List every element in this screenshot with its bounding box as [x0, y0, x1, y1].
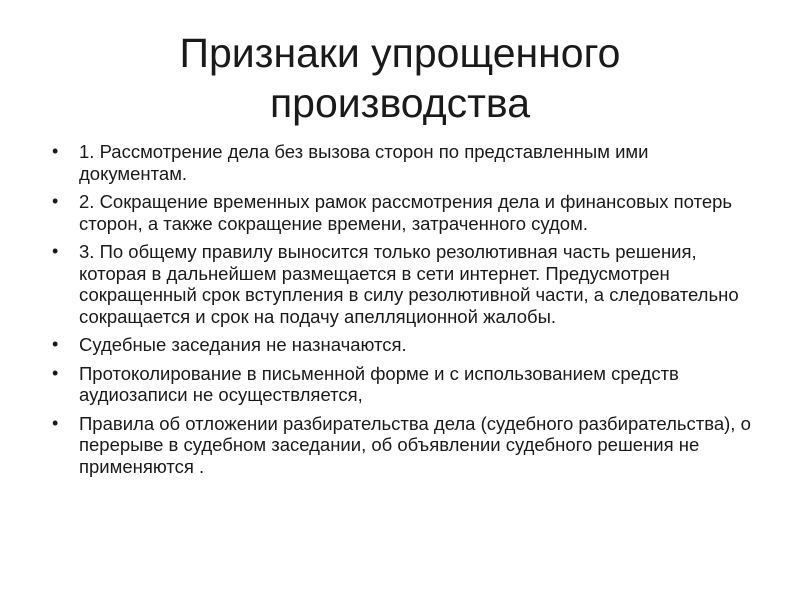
bullet-list — [52, 141, 752, 484]
bullet-dot-icon: • — [52, 191, 59, 211]
bullet-dot-icon: • — [52, 362, 59, 383]
slide-title — [0, 28, 800, 128]
bullet-item-5 — [52, 363, 752, 406]
bullet-item-1 — [52, 141, 752, 184]
bullet-text: Судебные заседания не назначаются. — [79, 334, 407, 355]
bullet-item-6 — [52, 413, 752, 478]
bullet-dot-icon: • — [52, 241, 59, 261]
bullet-item-2 — [52, 191, 752, 234]
bullet-text: 1. Рассмотрение дела без вызова сторон по представленным ими документам. — [79, 141, 649, 184]
bullet-text: Правила об отложении разбирательства дела (судебного разбирательства), о перерыве в судебном заседании, об объявлении судебного решения не применяются . — [79, 412, 751, 477]
bullet-text: Протоколирование в письменной форме и с использованием средств аудиозаписи не осуществляется, — [79, 362, 679, 405]
bullet-text: 3. По общему правилу выносится только резолютивная часть решения, которая в дальнейшем размещается в сети интернет. Предусмотрен сокращенный срок вступления в силу резолютивной части, а следовательно сокращается и срок на подачу апелляционной жалобы. — [79, 241, 739, 327]
slide-title-line-1: Признаки упрощенного — [179, 30, 621, 76]
bullet-dot-icon: • — [52, 141, 59, 161]
bullet-text: 2. Сокращение временных рамок рассмотрения дела и финансовых потерь сторон, а также сокращение времени, затраченного судом. — [79, 191, 733, 234]
bullet-item-3 — [52, 241, 752, 327]
bullet-dot-icon: • — [52, 334, 59, 354]
slide-title-line-2: производства — [269, 80, 531, 126]
bullet-dot-icon: • — [52, 412, 59, 433]
bullet-item-4 — [52, 334, 752, 356]
